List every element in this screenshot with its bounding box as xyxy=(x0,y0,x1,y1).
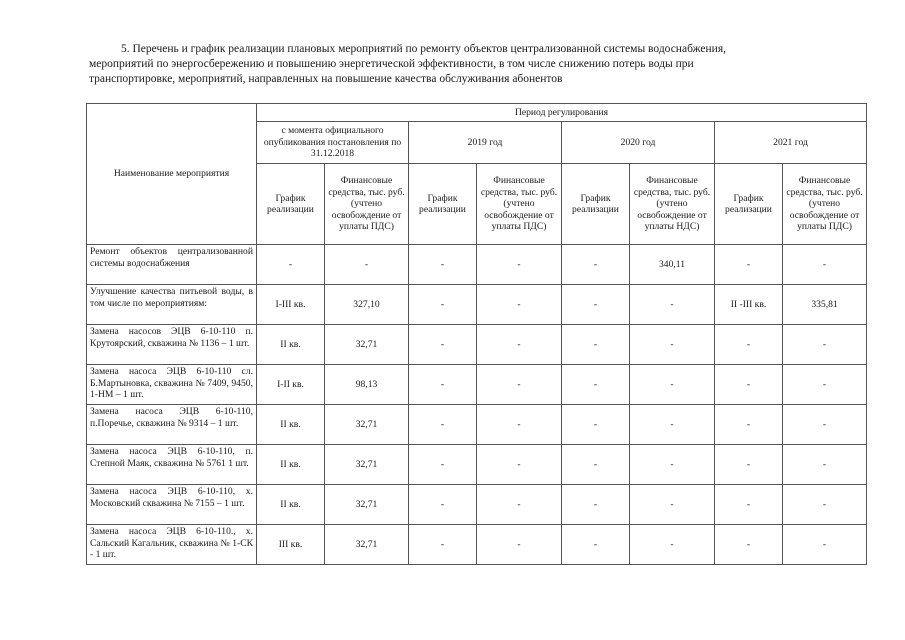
cell-finance-initial: 32,71 xyxy=(325,405,409,445)
cell-schedule-2019: - xyxy=(409,245,477,285)
cell-finance-2020: 340,11 xyxy=(630,245,715,285)
table-row xyxy=(87,445,867,485)
cell-schedule-2021: - xyxy=(715,365,783,405)
cell-finance-2021: - xyxy=(783,245,867,285)
table-row xyxy=(87,485,867,525)
cell-finance-2019: - xyxy=(477,245,562,285)
table-row xyxy=(87,405,867,445)
cell-schedule-2020: - xyxy=(562,285,630,325)
cell-schedule-2019: - xyxy=(409,485,477,525)
measure-name: Замена насоса ЭЦВ 6-10-110, п.Поречье, скважина № 9314 – 1 шт. xyxy=(87,405,257,445)
cell-finance-initial: 32,71 xyxy=(325,445,409,485)
column-header-name: Наименование мероприятия xyxy=(87,104,257,245)
cell-finance-2019: - xyxy=(477,285,562,325)
cell-schedule-2019: - xyxy=(409,525,477,565)
cell-schedule-2021: - xyxy=(715,525,783,565)
cell-schedule-2021: - xyxy=(715,325,783,365)
cell-schedule-initial: - xyxy=(257,245,325,285)
cell-schedule-2020: - xyxy=(562,445,630,485)
subheader-finance: Финансовые средства, тыс. руб. (учтено освобождение от уплаты ПДС) xyxy=(477,164,562,245)
cell-schedule-2021: - xyxy=(715,405,783,445)
cell-schedule-2020: - xyxy=(562,525,630,565)
cell-finance-2019: - xyxy=(477,525,562,565)
measure-name: Ремонт объектов централизованной системы водоснабжения xyxy=(87,245,257,285)
subheader-schedule: График реализации xyxy=(562,164,630,245)
subheader-schedule: График реализации xyxy=(257,164,325,245)
cell-schedule-2019: - xyxy=(409,445,477,485)
cell-schedule-2019: - xyxy=(409,285,477,325)
period-header-2021: 2021 год xyxy=(715,122,867,164)
cell-schedule-2020: - xyxy=(562,405,630,445)
cell-schedule-2019: - xyxy=(409,405,477,445)
cell-schedule-2019: - xyxy=(409,365,477,405)
period-header-initial: с момента официального опубликования постановления по 31.12.2018 xyxy=(257,122,409,164)
cell-schedule-2020: - xyxy=(562,325,630,365)
cell-schedule-initial: III кв. xyxy=(257,525,325,565)
cell-finance-initial: - xyxy=(325,245,409,285)
cell-finance-2019: - xyxy=(477,485,562,525)
cell-finance-2019: - xyxy=(477,365,562,405)
cell-schedule-initial: I-III кв. xyxy=(257,285,325,325)
cell-schedule-initial: II кв. xyxy=(257,405,325,445)
measure-name: Улучшение качества питьевой воды, в том числе по мероприятиям: xyxy=(87,285,257,325)
measure-name: Замена насоса ЭЦВ 6-10-110, х. Московский скважина № 7155 – 1 шт. xyxy=(87,485,257,525)
table-row xyxy=(87,365,867,405)
cell-finance-2021: - xyxy=(783,525,867,565)
cell-finance-2020: - xyxy=(630,325,715,365)
cell-schedule-initial: II кв. xyxy=(257,445,325,485)
cell-schedule-initial: II кв. xyxy=(257,485,325,525)
cell-schedule-2021: - xyxy=(715,485,783,525)
cell-finance-2021: - xyxy=(783,405,867,445)
cell-schedule-initial: II кв. xyxy=(257,325,325,365)
cell-schedule-2020: - xyxy=(562,485,630,525)
table-body xyxy=(87,245,867,565)
heading-line-3: транспортировке, мероприятий, направленных на повышение качества обслуживания абонентов xyxy=(89,73,563,85)
measure-name: Замена насоса ЭЦВ 6-10-110 сл. Б.Мартыновка, скважина № 7409, 9450, 1-НМ – 1 шт. xyxy=(87,365,257,405)
cell-schedule-2021: - xyxy=(715,245,783,285)
section-heading xyxy=(89,42,861,87)
cell-schedule-2020: - xyxy=(562,245,630,285)
cell-finance-2020: - xyxy=(630,405,715,445)
heading-line-1: 5. Перечень и график реализации плановых мероприятий по ремонту объектов централизованной системы водоснабжения, xyxy=(121,43,727,55)
table-row xyxy=(87,245,867,285)
table-row xyxy=(87,325,867,365)
cell-finance-2019: - xyxy=(477,405,562,445)
measure-name: Замена насоса ЭЦВ 6-10-110, п. Степной Маяк, скважина № 5761 1 шт. xyxy=(87,445,257,485)
cell-finance-2020: - xyxy=(630,445,715,485)
cell-finance-2020: - xyxy=(630,365,715,405)
cell-finance-2019: - xyxy=(477,445,562,485)
cell-finance-2020: - xyxy=(630,525,715,565)
cell-finance-2021: - xyxy=(783,325,867,365)
cell-schedule-2021: II -III кв. xyxy=(715,285,783,325)
cell-finance-initial: 32,71 xyxy=(325,525,409,565)
cell-finance-2021: - xyxy=(783,445,867,485)
measures-table xyxy=(86,103,867,565)
measure-name: Замена насоса ЭЦВ 6-10-110., х. Сальский Кагальник, скважина № 1-СК - 1 шт. xyxy=(87,525,257,565)
cell-finance-initial: 32,71 xyxy=(325,325,409,365)
cell-finance-initial: 327,10 xyxy=(325,285,409,325)
subheader-finance: Финансовые средства, тыс. руб. (учтено освобождение от уплаты ПДС) xyxy=(325,164,409,245)
cell-finance-2021: 335,81 xyxy=(783,285,867,325)
cell-finance-2021: - xyxy=(783,485,867,525)
table-row xyxy=(87,525,867,565)
measure-name: Замена насосов ЭЦВ 6-10-110 п. Крутоярский, скважина № 1136 – 1 шт. xyxy=(87,325,257,365)
cell-schedule-initial: I-II кв. xyxy=(257,365,325,405)
cell-schedule-2021: - xyxy=(715,445,783,485)
period-header-2019: 2019 год xyxy=(409,122,562,164)
subheader-finance: Финансовые средства, тыс. руб. (учтено освобождение от уплаты ПДС) xyxy=(783,164,867,245)
cell-finance-2020: - xyxy=(630,285,715,325)
heading-line-2: мероприятий по энергосбережению и повышению энергетической эффективности, в том числе снижению потерь воды при xyxy=(89,58,694,70)
cell-finance-2020: - xyxy=(630,485,715,525)
subheader-finance: Финансовые средства, тыс. руб. (учтено освобождение от уплаты НДС) xyxy=(630,164,715,245)
subheader-schedule: График реализации xyxy=(409,164,477,245)
cell-schedule-2020: - xyxy=(562,365,630,405)
period-header-2020: 2020 год xyxy=(562,122,715,164)
cell-finance-initial: 32,71 xyxy=(325,485,409,525)
cell-finance-2021: - xyxy=(783,365,867,405)
subheader-schedule: График реализации xyxy=(715,164,783,245)
table-row xyxy=(87,285,867,325)
cell-schedule-2019: - xyxy=(409,325,477,365)
cell-finance-initial: 98,13 xyxy=(325,365,409,405)
cell-finance-2019: - xyxy=(477,325,562,365)
period-header: Период регулирования xyxy=(257,104,867,122)
